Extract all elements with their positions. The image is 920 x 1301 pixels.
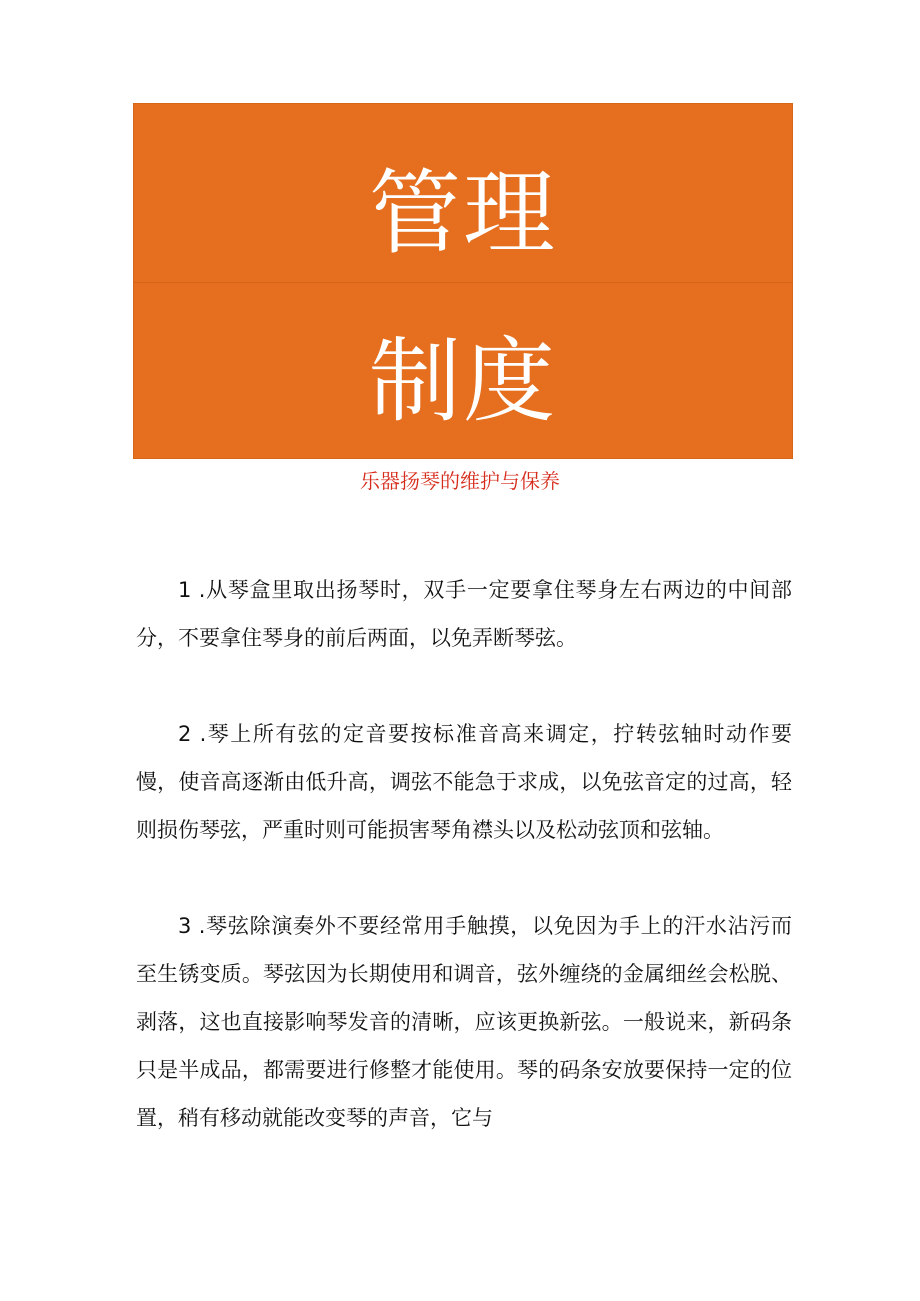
document-subtitle: 乐器扬琴的维护与保养 bbox=[360, 469, 560, 493]
title-banner bbox=[133, 103, 793, 459]
banner-title-line-2: 制度 bbox=[368, 328, 557, 435]
paragraph-3: 3 .琴弦除演奏外不要经常用手触摸，以免因为手上的汗水沾污而至生锈变质。琴弦因为长期使用和调音，弦外缠绕的金属细丝会松脱、剥落，这也直接影响琴发音的清晰，应该更换新弦。一般说来，新码条只是半成品，都需要进行修整才能使用。琴的码条安放要保持一定的位置，稍有移动就能改变琴的声音，它与 bbox=[136, 914, 792, 1130]
banner-divider bbox=[134, 282, 792, 283]
paragraph-2: 2 .琴上所有弦的定音要按标准音高来调定，拧转弦轴时动作要慢，使音高逐渐由低升高，调弦不能急于求成，以免弦音定的过高，轻则损伤琴弦，严重时则可能损害琴角襟头以及松动弦顶和弦轴。 bbox=[136, 722, 792, 842]
banner-title-line-1: 管理 bbox=[368, 160, 557, 267]
document-body bbox=[136, 566, 792, 1142]
paragraph-1: 1 .从琴盒里取出扬琴时，双手一定要拿住琴身左右两边的中间部分，不要拿住琴身的前后两面，以免弄断琴弦。 bbox=[136, 578, 792, 650]
